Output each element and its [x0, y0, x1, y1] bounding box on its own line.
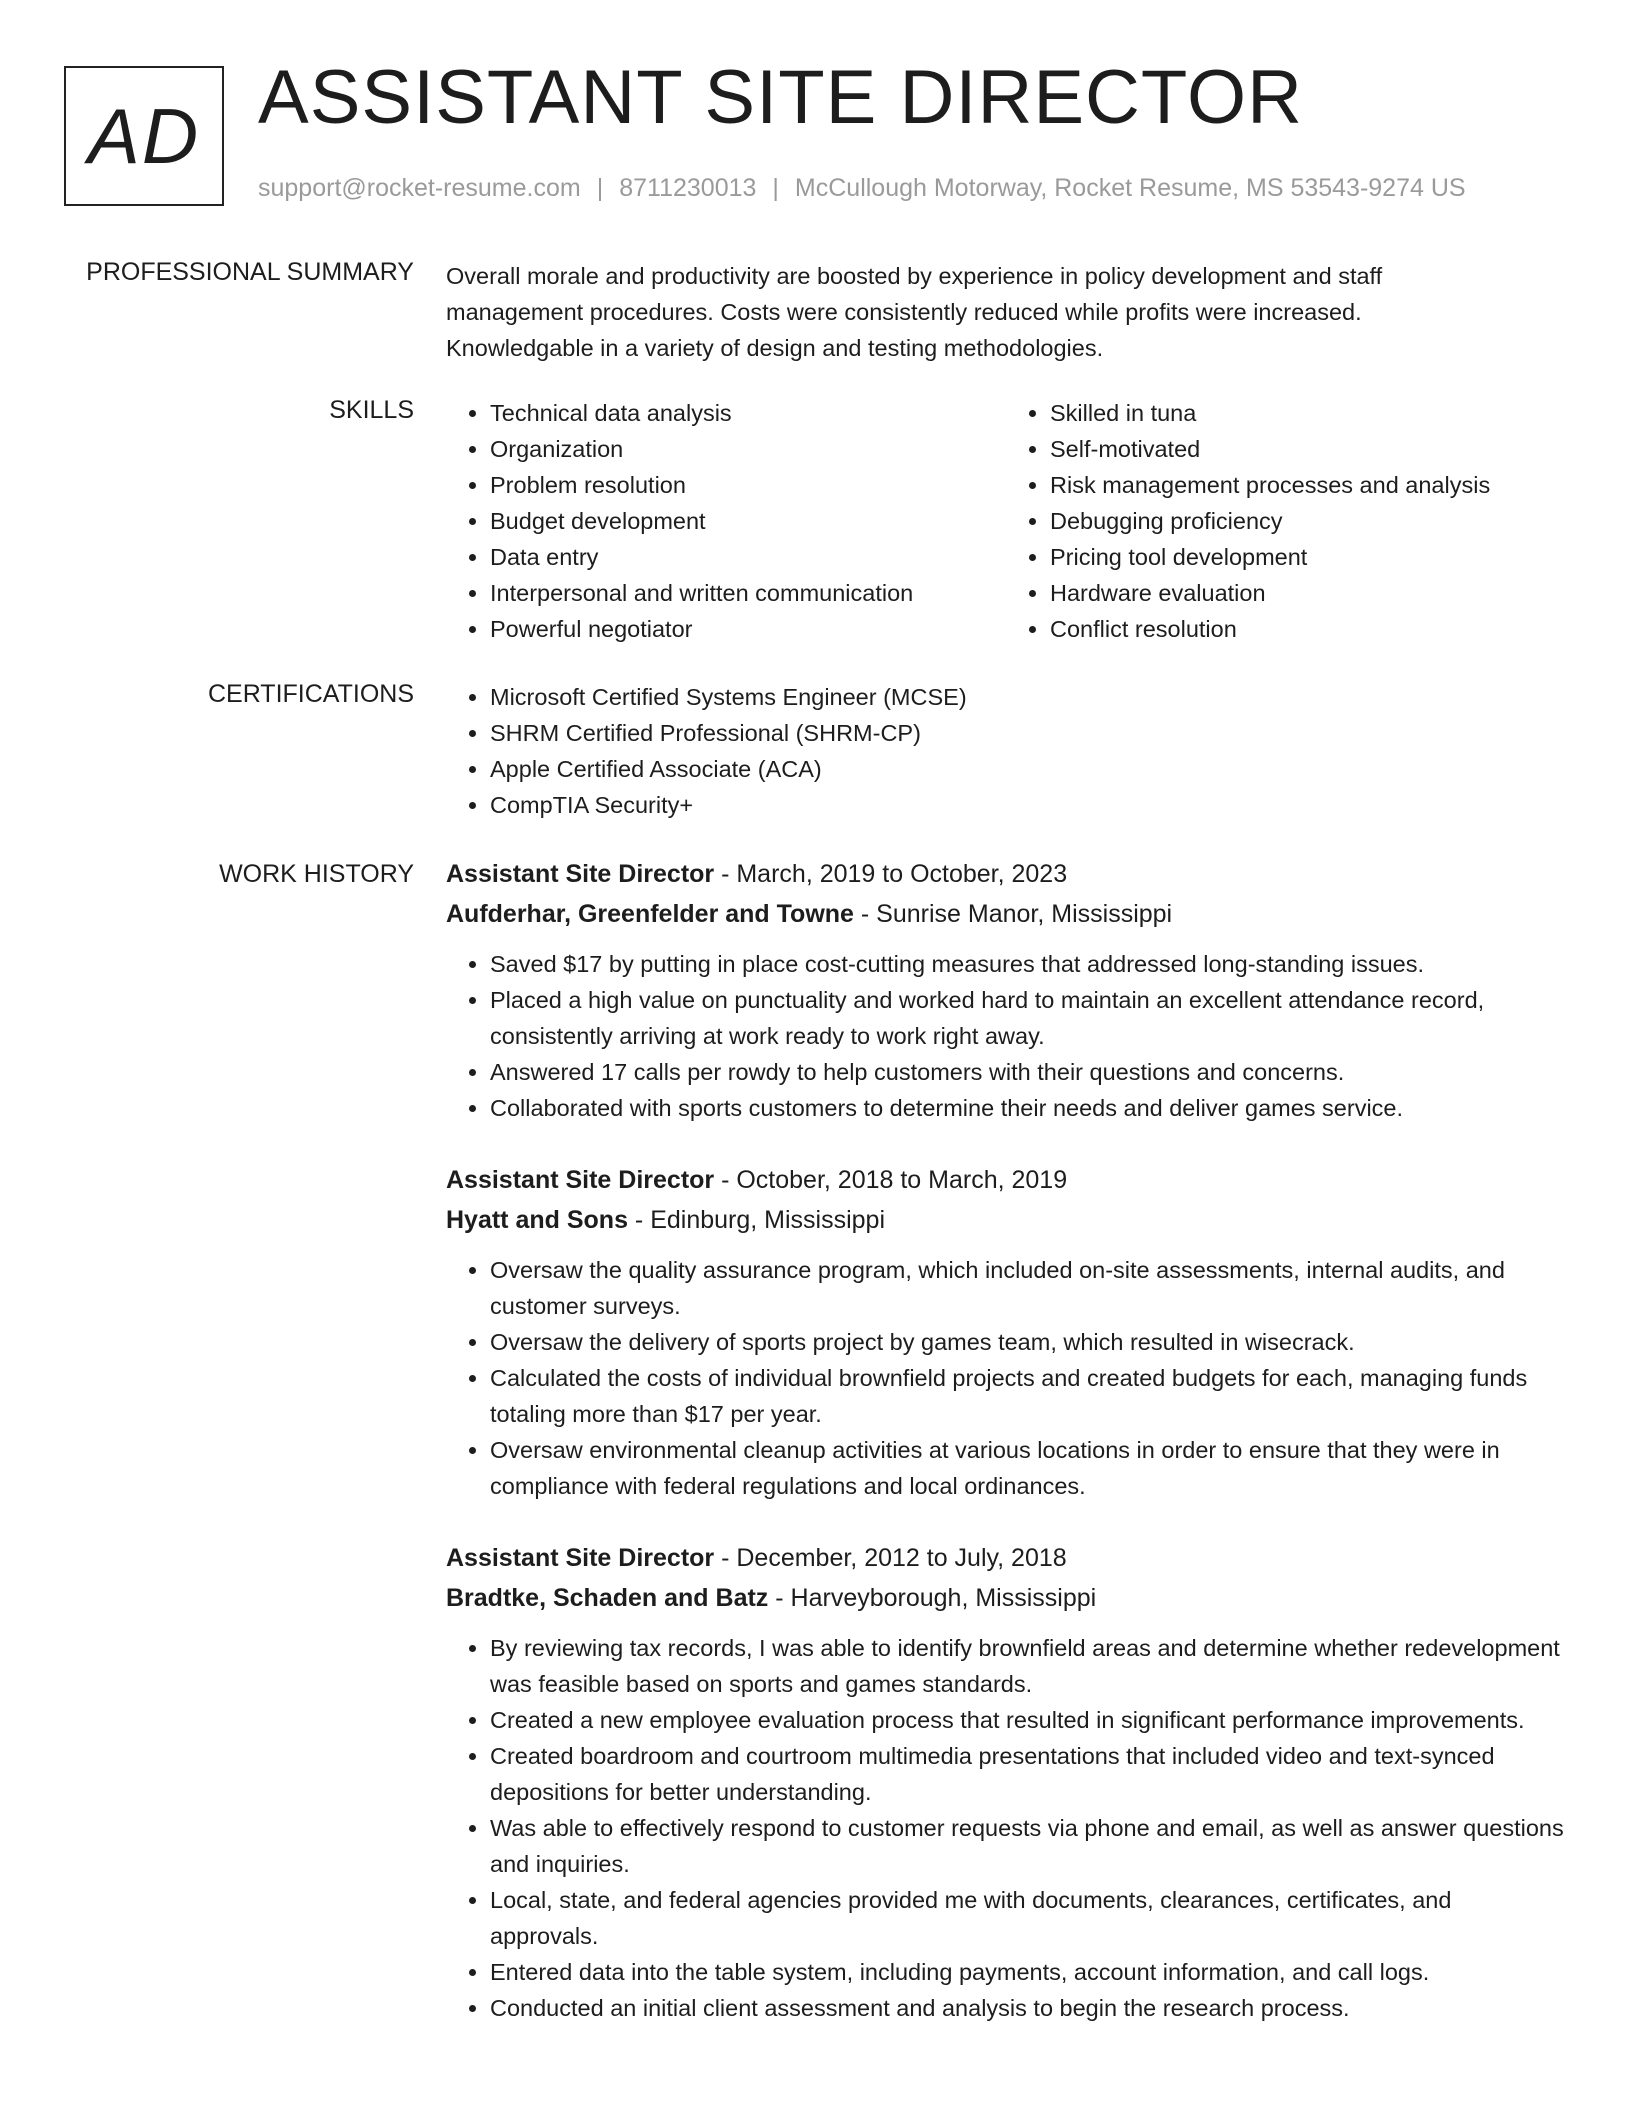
- job-entry: [446, 1160, 1566, 1504]
- skill-item: • Interpersonal and written communication: [490, 575, 1006, 611]
- job-bullet: • Oversaw environmental cleanup activities at various locations in order to ensure that they were in compliance with federal regulations and local ordinances.: [490, 1432, 1566, 1504]
- job-bullet: • Local, state, and federal agencies provided me with documents, clearances, certificates, and approvals.: [490, 1882, 1566, 1954]
- skills-list: [446, 395, 1566, 647]
- job-bullet: • Calculated the costs of individual brownfield projects and created budgets for each, managing funds totaling more than $17 per year.: [490, 1360, 1566, 1432]
- job-bullet: • Created boardroom and courtroom multimedia presentations that included video and text-synced depositions for better understanding.: [490, 1738, 1566, 1810]
- skill-item: • Self-motivated: [1050, 431, 1566, 467]
- skill-item: • Hardware evaluation: [1050, 575, 1566, 611]
- job-bullet: • Entered data into the table system, including payments, account information, and call logs.: [490, 1954, 1566, 1990]
- job-location: - Sunrise Manor, Mississippi: [853, 900, 1173, 928]
- job-bullet: • Oversaw the delivery of sports project by games team, which resulted in wisecrack.: [490, 1324, 1566, 1360]
- job-location: - Edinburg, Mississippi: [627, 1206, 886, 1234]
- job-bullet: • Saved $17 by putting in place cost-cutting measures that addressed long-standing issues.: [490, 946, 1566, 982]
- job-title-line: [446, 1160, 1566, 1200]
- certification-item: • Apple Certified Associate (ACA): [490, 751, 1566, 787]
- skills-column-right: [1006, 395, 1566, 647]
- certifications-heading: CERTIFICATIONS: [207, 680, 414, 708]
- job-bullet: • Answered 17 calls per rowdy to help customers with their questions and concerns.: [490, 1054, 1566, 1090]
- skill-item: • Debugging proficiency: [1050, 503, 1566, 539]
- summary-heading: PROFESSIONAL SUMMARY: [86, 258, 414, 286]
- job-bullets: [446, 946, 1566, 1126]
- skill-item: • Conflict resolution: [1050, 611, 1566, 647]
- summary-text: Overall morale and productivity are boosted by experience in policy development and staff management procedures. Costs were consistently reduced while profits were increased. Knowledgable in a variety of design and testing methodologies.: [446, 263, 1383, 361]
- job-company-line: [446, 1200, 1566, 1240]
- job-bullet: • Oversaw the quality assurance program, which included on-site assessments, internal audits, and customer surveys.: [490, 1252, 1566, 1324]
- skill-item: • Powerful negotiator: [490, 611, 1006, 647]
- job-entry: [446, 854, 1566, 1126]
- job-role: Assistant Site Director: [446, 1544, 715, 1572]
- job-company: Aufderhar, Greenfelder and Towne: [446, 900, 854, 928]
- page-title: ASSISTANT SITE DIRECTOR: [258, 55, 1303, 140]
- job-company-line: [446, 1578, 1566, 1618]
- job-dates: - March, 2019 to October, 2023: [714, 860, 1068, 888]
- job-bullets: [446, 1252, 1566, 1504]
- skill-item: • Skilled in tuna: [1050, 395, 1566, 431]
- job-bullet: • Placed a high value on punctuality and worked hard to maintain an excellent attendance record, consistently arriving at work ready to work right away.: [490, 982, 1566, 1054]
- skill-item: • Technical data analysis: [490, 395, 1006, 431]
- skill-item: • Problem resolution: [490, 467, 1006, 503]
- certification-item: • CompTIA Security+: [490, 787, 1566, 823]
- job-title-line: [446, 1538, 1566, 1578]
- certification-item: • SHRM Certified Professional (SHRM-CP): [490, 715, 1566, 751]
- job-dates: - October, 2018 to March, 2019: [714, 1166, 1068, 1194]
- skill-item: • Risk management processes and analysis: [1050, 467, 1566, 503]
- contact-phone: 8711230013: [619, 174, 757, 202]
- job-role: Assistant Site Director: [446, 860, 715, 888]
- job-title-line: [446, 854, 1566, 894]
- job-bullet: • Conducted an initial client assessment and analysis to begin the research process.: [490, 1990, 1566, 2026]
- job-bullet: • Collaborated with sports customers to determine their needs and deliver games service.: [490, 1090, 1566, 1126]
- skills-heading: SKILLS: [329, 396, 414, 424]
- skill-item: • Budget development: [490, 503, 1006, 539]
- job-dates: - December, 2012 to July, 2018: [714, 1544, 1067, 1572]
- contact-line: [258, 174, 1466, 203]
- job-company-line: [446, 894, 1566, 934]
- job-company: Hyatt and Sons: [446, 1206, 628, 1234]
- contact-email: support@rocket-resume.com: [258, 174, 581, 202]
- skill-item: • Data entry: [490, 539, 1006, 575]
- work-history: [446, 854, 1566, 2060]
- job-location: - Harveyborough, Mississippi: [768, 1584, 1097, 1612]
- job-bullet: • By reviewing tax records, I was able to identify brownfield areas and determine whether redevelopment was feasible based on sports and games standards.: [490, 1630, 1566, 1702]
- certifications-list: [446, 679, 1566, 823]
- job-entry: [446, 1538, 1566, 2026]
- job-role: Assistant Site Director: [446, 1166, 715, 1194]
- contact-separator: |: [772, 174, 779, 202]
- work-history-heading: WORK HISTORY: [219, 860, 414, 888]
- job-company: Bradtke, Schaden and Batz: [446, 1584, 769, 1612]
- job-bullet: • Created a new employee evaluation process that resulted in significant performance improvements.: [490, 1702, 1566, 1738]
- skills-column-left: [446, 395, 1006, 647]
- skill-item: • Pricing tool development: [1050, 539, 1566, 575]
- job-bullet: • Was able to effectively respond to customer requests via phone and email, as well as answer questions and inquiries.: [490, 1810, 1566, 1882]
- contact-address: McCullough Motorway, Rocket Resume, MS 53543-9274 US: [794, 174, 1466, 202]
- contact-separator: |: [596, 174, 604, 202]
- monogram-logo: AD: [64, 66, 224, 206]
- certification-item: • Microsoft Certified Systems Engineer (MCSE): [490, 679, 1566, 715]
- job-bullets: [446, 1630, 1566, 2026]
- skill-item: • Organization: [490, 431, 1006, 467]
